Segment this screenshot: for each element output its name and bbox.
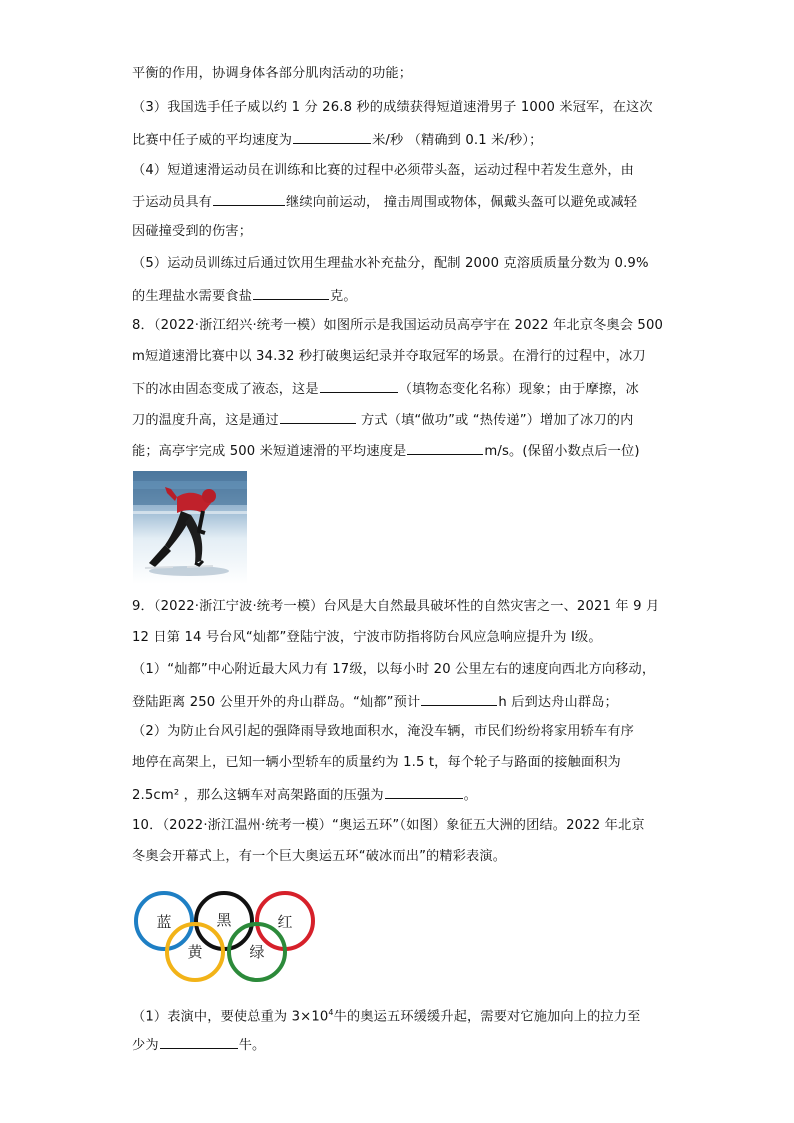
- question-8-line: 下的冰由固态变成了液态，这是 （填物态变化名称）现象；由于摩擦，冰: [132, 378, 639, 400]
- question-8-line: 刀的温度升高，这是通过 方式（填“做功”或 “热传递”）增加了冰刀的内: [132, 409, 633, 431]
- text-line: 的生理盐水需要食盐 克。: [132, 285, 357, 307]
- question-9-line: 登陆距离 250 公里开外的舟山群岛。“灿都”预计 h 后到达舟山群岛；: [132, 691, 618, 713]
- question-8-line: 能；高亭宇完成 500 米短道速滑的平均速度是 m/s。(保留小数点后一位): [132, 440, 640, 462]
- speed-skater-photo: [133, 471, 247, 584]
- text-line: 于运动员具有 继续向前运动， 撞击周围或物体，佩戴头盔可以避免或减轻: [132, 191, 637, 213]
- answer-blank[interactable]: [280, 409, 356, 424]
- question-10-line: （1）表演中，要使总重为 $3\times 10^4$牛的奥运五环缓缓升起，需要对它施加向上的拉力至: [132, 1008, 641, 1025]
- yellow-ring-label: 黄: [187, 943, 203, 961]
- question-9-line: 12 日第 14 号台风“灿都”登陆宁波，宁波市防指将防台风应急响应提升为 I级。: [132, 630, 602, 645]
- green-ring-label: 绿: [249, 943, 265, 961]
- question-8-line: m短道速滑比赛中以 34.32 秒打破奥运纪录并夺取冠军的场景。在滑行的过程中，冰刀: [132, 349, 646, 364]
- answer-blank[interactable]: [320, 378, 398, 393]
- answer-blank[interactable]: [253, 285, 329, 300]
- black-ring-label: 黑: [216, 911, 232, 929]
- answer-blank[interactable]: [421, 691, 497, 706]
- question-10-line: 10．（2022·浙江温州·统考一模）“奥运五环”（如图）象征五大洲的团结。2022 年北京: [132, 818, 645, 833]
- answer-blank[interactable]: [385, 784, 463, 799]
- blue-ring-label: 蓝: [156, 913, 172, 931]
- answer-blank[interactable]: [407, 440, 483, 455]
- question-10-line: 冬奥会开幕式上，有一个巨大奥运五环“破冰而出”的精彩表演。: [132, 849, 507, 864]
- text-line: 因碰撞受到的伤害；: [132, 224, 253, 239]
- red-ring-label: 红: [277, 913, 293, 931]
- text-line: 平衡的作用，协调身体各部分肌肉活动的功能；: [132, 66, 413, 81]
- exponent: 4: [328, 1008, 334, 1017]
- question-9-line: （1）“灿都”中心附近最大风力有 17级，以每小时 20 公里左右的速度向西北方向移动，: [132, 662, 656, 677]
- text-line: （4）短道速滑运动员在训练和比赛的过程中必须带头盔，运动过程中若发生意外，由: [132, 163, 635, 178]
- question-10-line: 少为 牛。: [132, 1034, 265, 1056]
- answer-blank[interactable]: [293, 129, 371, 144]
- question-9-line: 地停在高架上，已知一辆小型轿车的质量约为 1.5 t，每个轮子与路面的接触面积为: [132, 755, 621, 770]
- question-8-line: 8．（2022·浙江绍兴·统考一模）如图所示是我国运动员高亭宇在 2022 年北京冬奥会 500: [132, 318, 664, 333]
- question-9-line: （2）为防止台风引起的强降雨导致地面积水，淹没车辆，市民们纷纷将家用轿车有序: [132, 724, 635, 739]
- text-line: （5）运动员训练过后通过饮用生理盐水补充盐分，配制 2000 克溶质质量分数为 0.9%: [132, 256, 649, 271]
- question-9-line: 9．（2022·浙江宁波·统考一模）台风是大自然最具破坏性的自然灾害之一、2021 年 9 月: [132, 599, 660, 614]
- text-line: （3）我国选手任子威以约 1 分 26.8 秒的成绩获得短道速滑男子 1000 米冠军，在这次: [132, 100, 653, 115]
- answer-blank[interactable]: [160, 1034, 238, 1049]
- text-line: 比赛中任子威的平均速度为 米/秒 （精确到 0.1 米/秒）；: [132, 129, 542, 151]
- olympic-rings-figure: [132, 885, 322, 985]
- question-9-line: 2.5cm² ，那么这辆车对高架路面的压强为 。: [132, 784, 477, 806]
- answer-blank[interactable]: [213, 191, 285, 206]
